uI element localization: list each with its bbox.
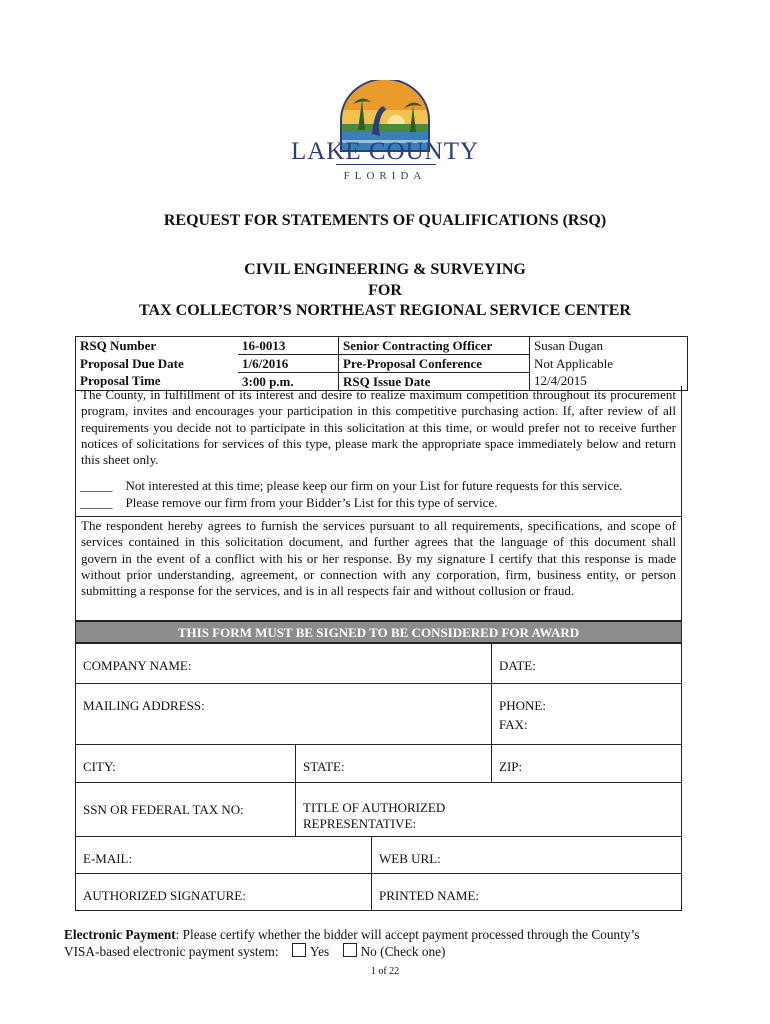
company-name-field[interactable] [75, 643, 492, 684]
subtitle-line-2: FOR [368, 282, 402, 299]
printed-name-label: PRINTED NAME: [379, 888, 480, 903]
authorized-title-field[interactable] [295, 782, 682, 837]
rsq-number-label: RSQ Number [80, 337, 157, 353]
email-field[interactable] [75, 836, 372, 874]
page-number: 1 of 22 [370, 966, 400, 977]
tax-id-field[interactable] [75, 782, 296, 837]
issue-date-label: RSQ Issue Date [339, 373, 530, 391]
no-label: No (Check one) [360, 944, 446, 959]
due-date-value: 1/6/2016 [238, 355, 339, 373]
no-checkbox[interactable] [343, 943, 357, 957]
officer-label: Senior Contracting Officer [339, 337, 530, 355]
tax-id-label: SSN OR FEDERAL TAX NO: [83, 802, 244, 817]
epay-label: Electronic Payment [64, 927, 176, 942]
state-name: FLORIDA [343, 170, 427, 182]
optout-blank-1[interactable]: _____ [80, 478, 113, 493]
zip-label: ZIP: [499, 759, 523, 774]
rsq-number-value: 16-0013 [238, 337, 339, 355]
email-label: E-MAIL: [83, 851, 133, 866]
web-url-field[interactable] [371, 836, 682, 874]
document-title: REQUEST FOR STATEMENTS OF QUALIFICATIONS (RSQ) [163, 212, 607, 229]
optout-option-2 [80, 495, 497, 511]
due-date-label: Proposal Due Date [80, 355, 184, 371]
optout-blank-2[interactable]: _____ [80, 495, 113, 510]
subtitle-line-1: CIVIL ENGINEERING & SURVEYING [244, 261, 526, 278]
phone-label: PHONE: [499, 698, 546, 713]
electronic-payment-section [64, 926, 684, 960]
authorized-signature-field[interactable] [75, 873, 372, 911]
date-field[interactable] [491, 643, 682, 684]
preproposal-value: Not Applicable [534, 355, 614, 371]
respondent-form [75, 643, 682, 911]
optout-option-1 [80, 478, 622, 494]
yes-checkbox[interactable] [292, 943, 306, 957]
county-name: LAKE COUNTY [290, 138, 480, 165]
subtitle-line-3: TAX COLLECTOR’S NORTHEAST REGIONAL SERVICE CENTER [139, 302, 631, 319]
solicitation-info-table [75, 336, 688, 391]
optout-text-1: Not interested at this time; please keep our firm on your List for future requests for this service. [125, 478, 623, 493]
proposal-time-label: Proposal Time [80, 373, 161, 389]
officer-value: Susan Dugan [534, 337, 603, 353]
mailing-address-field[interactable] [75, 683, 492, 745]
web-url-label: WEB URL: [379, 851, 441, 866]
authorized-title-label-2: REPRESENTATIVE: [303, 816, 417, 831]
phone-fax-field[interactable] [491, 683, 682, 745]
fax-label: FAX: [499, 717, 528, 732]
authorized-title-label-1: TITLE OF AUTHORIZED [303, 800, 446, 815]
mailing-address-label: MAILING ADDRESS: [83, 698, 205, 713]
yes-label: Yes [309, 944, 330, 959]
epay-text-2: VISA-based electronic payment system: [64, 944, 279, 959]
agreement-section [75, 517, 682, 621]
authorized-signature-label: AUTHORIZED SIGNATURE: [83, 888, 246, 903]
epay-text-1: : Please certify whether the bidder will accept payment processed through the County’s [175, 927, 640, 942]
proposal-time-value: 3:00 p.m. [238, 373, 339, 391]
printed-name-field[interactable] [371, 873, 682, 911]
optout-text-2: Please remove our firm from your Bidder’s List for this type of service. [125, 495, 498, 510]
agreement-paragraph: The respondent hereby agrees to furnish the services pursuant to all requirements, specifications, and scope of services contained in this solicitation document, and further agrees that the language of this document shall govern in the event of a conflict with his or her response. By my signature I certify that this response is made without prior understanding, agreement, or connection with any corporation, firm, business entity, or person submitting a response for the services, and is in all respects fair and without collusion or fraud. [81, 518, 676, 599]
signature-required-banner: THIS FORM MUST BE SIGNED TO BE CONSIDERED FOR AWARD [75, 621, 682, 643]
date-label: DATE: [499, 658, 536, 673]
city-label: CITY: [83, 759, 116, 774]
state-label: STATE: [303, 759, 345, 774]
preproposal-label: Pre-Proposal Conference [339, 355, 530, 373]
issue-date-value: 12/4/2015 [534, 373, 587, 389]
zip-field[interactable] [491, 744, 682, 783]
intro-paragraph: The County, in fulfillment of its interest and desire to realize maximum competition throughout its procurement program, invites and encourages your participation in this competitive purchasing action. If, after review of all requirements you decide not to participate in this solicitation at this time, or would prefer not to receive further notices of solicitations for services of this type, please mark the appropriate space immediately below and return this sheet only. [81, 387, 676, 468]
state-field[interactable] [295, 744, 492, 783]
city-field[interactable] [75, 744, 296, 783]
company-name-label: COMPANY NAME: [83, 658, 192, 673]
